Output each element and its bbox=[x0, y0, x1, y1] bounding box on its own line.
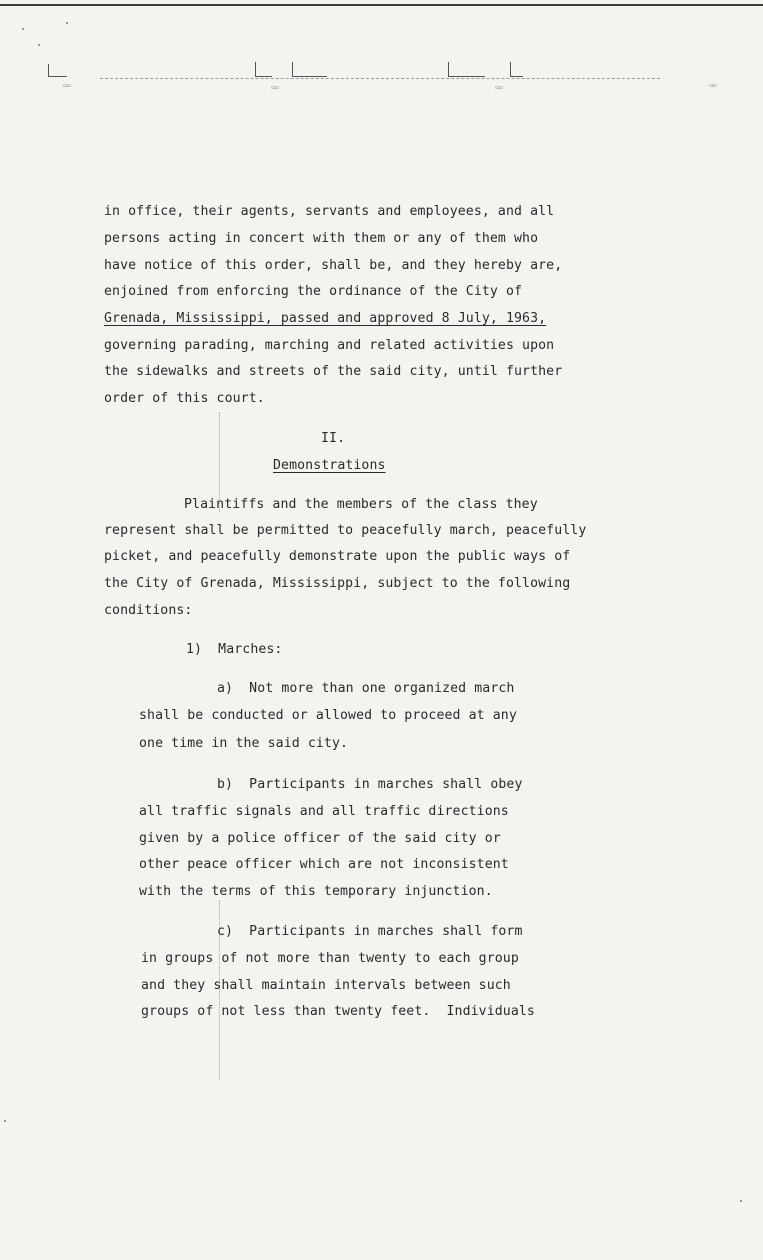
binding-mark bbox=[48, 64, 67, 77]
text-line: Grenada, Mississippi, passed and approved 8 July, 1963, bbox=[104, 311, 547, 326]
binding-mark bbox=[448, 62, 485, 77]
text-line: other peace officer which are not inconsistent bbox=[139, 857, 509, 872]
scan-speck bbox=[4, 1120, 6, 1122]
scan-speck bbox=[740, 1200, 742, 1202]
text-line: one time in the said city. bbox=[139, 736, 349, 751]
text-line: governing parading, marching and related activities upon bbox=[104, 338, 555, 353]
binding-mark bbox=[255, 62, 272, 77]
text-line: persons acting in concert with them or any of them who bbox=[104, 231, 539, 246]
scan-speck bbox=[38, 44, 40, 46]
scan-speck bbox=[22, 28, 24, 30]
file-stamp-icon: ▭▭ bbox=[271, 84, 279, 91]
text-line: and they shall maintain intervals between such bbox=[141, 978, 511, 993]
text-line: have notice of this order, shall be, and they hereby are, bbox=[104, 258, 563, 273]
text-line: Plaintiffs and the members of the class they bbox=[184, 497, 538, 512]
header-dashed-rule bbox=[100, 78, 660, 79]
subheading-marches: 1) Marches: bbox=[186, 642, 283, 657]
text-line: conditions: bbox=[104, 603, 193, 618]
text-line: given by a police officer of the said city or bbox=[139, 831, 501, 846]
file-stamp-icon: ▭▭ bbox=[63, 82, 71, 89]
text-line: b) Participants in marches shall obey bbox=[217, 777, 523, 792]
text-line: c) Participants in marches shall form bbox=[217, 924, 523, 939]
text-line: order of this court. bbox=[104, 391, 265, 406]
text-line: all traffic signals and all traffic directions bbox=[139, 804, 509, 819]
text-line: the sidewalks and streets of the said city, until further bbox=[104, 364, 563, 379]
text-line: shall be conducted or allowed to proceed at any bbox=[139, 708, 517, 723]
text-line: groups of not less than twenty feet. Individuals bbox=[141, 1004, 535, 1019]
text-line: represent shall be permitted to peacefully march, peacefully bbox=[104, 523, 587, 538]
text-line: in office, their agents, servants and employees, and all bbox=[104, 204, 555, 219]
text-line: with the terms of this temporary injunction. bbox=[139, 884, 493, 899]
scan-top-border bbox=[0, 4, 763, 6]
text-line: in groups of not more than twenty to each group bbox=[141, 951, 519, 966]
text-line: a) Not more than one organized march bbox=[217, 681, 515, 696]
scan-speck bbox=[66, 22, 68, 24]
section-title: Demonstrations bbox=[273, 458, 386, 473]
section-number: II. bbox=[321, 431, 346, 446]
file-stamp-icon: ▭▭ bbox=[709, 82, 717, 89]
file-stamp-icon: ▭▭ bbox=[495, 84, 503, 91]
text-line: enjoined from enforcing the ordinance of the City of bbox=[104, 284, 523, 299]
text-line: the City of Grenada, Mississippi, subject to the following bbox=[104, 576, 571, 591]
text-line: picket, and peacefully demonstrate upon the public ways of bbox=[104, 549, 571, 564]
binding-mark bbox=[292, 62, 327, 77]
binding-mark bbox=[510, 62, 523, 77]
